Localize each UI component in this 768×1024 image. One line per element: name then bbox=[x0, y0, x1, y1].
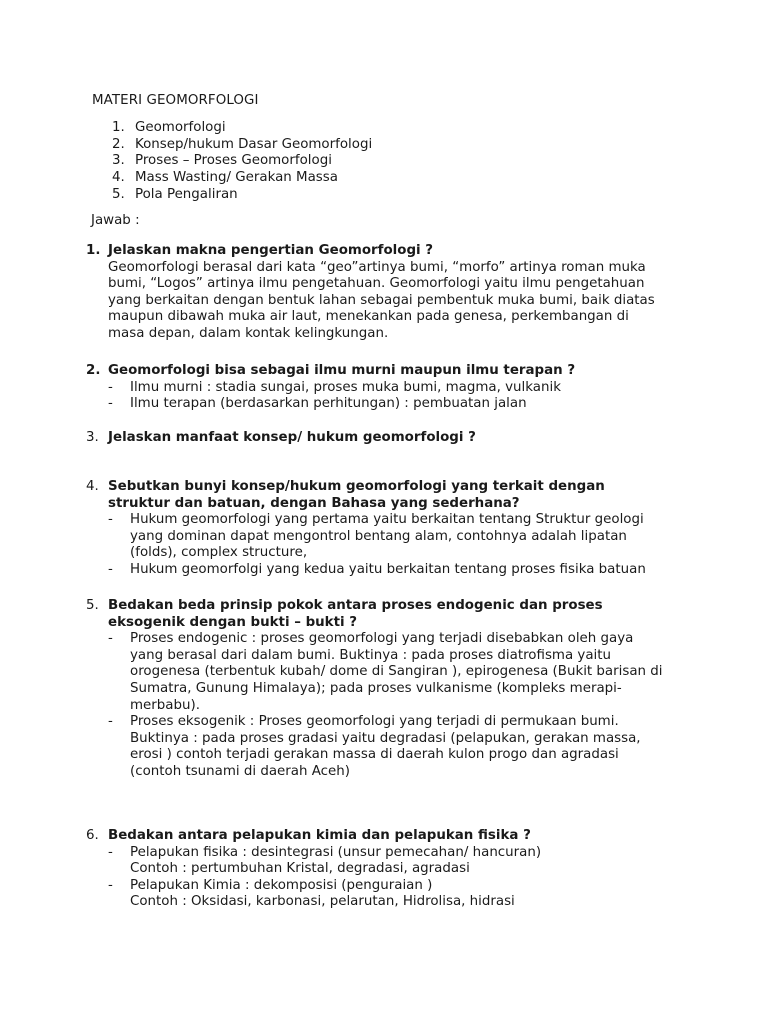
topic-number: 2. bbox=[112, 136, 125, 152]
bullet-text bbox=[130, 878, 686, 911]
answer-bullets bbox=[86, 380, 686, 413]
bullet-item bbox=[108, 631, 664, 714]
bullet-text: Proses eksogenik : Proses geomorfologi yang terjadi di permukaan bumi. Buktinya : pada proses gradasi yaitu degradasi (pelapukan, gerakan massa, erosi ) contoh terjadi gerakan massa di daerah kulon progo dan agradasi (contoh tsunami di daerah Aceh) bbox=[130, 714, 641, 779]
question-number: 5. bbox=[86, 598, 99, 613]
bullet-text: Ilmu murni : stadia sungai, proses muka bumi, magma, vulkanik bbox=[130, 379, 561, 395]
bullet-dash: - bbox=[108, 396, 113, 412]
bullet-item bbox=[108, 714, 664, 780]
question-heading bbox=[86, 430, 686, 447]
question-heading bbox=[86, 243, 686, 260]
topic-item bbox=[112, 187, 372, 204]
bullet-dash: - bbox=[108, 512, 113, 528]
jawab-label: Jawab : bbox=[91, 213, 140, 228]
bullet-text: Proses endogenic : proses geomorfologi yang terjadi disebabkan oleh gaya yang berasal dari dalam bumi. Buktinya : pada proses diatrofisma yaitu orogenesa (terbentuk kubah/ dome di Sangiran ), epirogenesa (Bukit barisan di Sumatra, Gunung Himalaya); pada proses vulkanisme (kompleks merapi-merbabu). bbox=[130, 631, 663, 713]
question-text: Jelaskan manfaat konsep/ hukum geomorfologi ? bbox=[108, 430, 476, 445]
bullet-item bbox=[108, 562, 664, 579]
question-text: Bedakan beda prinsip pokok antara proses endogenic dan proses eksogenik dengan bukti – bukti ? bbox=[108, 598, 603, 630]
bullet-line: Pelapukan fisika : desintegrasi (unsur pemecahan/ hancuran) bbox=[130, 844, 542, 860]
bullet-text: Ilmu terapan (berdasarkan perhitungan) : pembuatan jalan bbox=[130, 396, 527, 412]
bullet-item bbox=[108, 396, 686, 413]
answer-bullets bbox=[86, 512, 664, 578]
bullet-item bbox=[108, 845, 686, 878]
question-block-6 bbox=[86, 828, 686, 911]
bullet-dash: - bbox=[108, 379, 113, 395]
topic-number: 3. bbox=[112, 153, 125, 169]
question-heading bbox=[86, 598, 686, 631]
bullet-example-line: Contoh : pertumbuhan Kristal, degradasi, agradasi bbox=[130, 861, 470, 877]
question-text: Geomorfologi bisa sebagai ilmu murni maupun ilmu terapan ? bbox=[108, 363, 576, 378]
answer-bullets bbox=[86, 631, 664, 780]
question-block-2 bbox=[86, 363, 686, 413]
topic-label: Geomorfologi bbox=[135, 120, 226, 135]
question-number: 3. bbox=[86, 430, 99, 445]
bullet-line: Pelapukan Kimia : dekomposisi (penguraian ) bbox=[130, 877, 433, 893]
document-title: MATERI GEOMORFOLOGI bbox=[92, 93, 259, 108]
answer-bullets bbox=[86, 845, 686, 911]
bullet-text bbox=[130, 845, 686, 878]
topic-number: 1. bbox=[112, 120, 125, 135]
topic-label: Mass Wasting/ Gerakan Massa bbox=[135, 170, 338, 186]
topic-label: Konsep/hukum Dasar Geomorfologi bbox=[135, 136, 373, 152]
bullet-text: Hukum geomorfolgi yang kedua yaitu berkaitan tentang proses fisika batuan bbox=[130, 561, 646, 577]
topic-item bbox=[112, 170, 372, 187]
bullet-dash: - bbox=[108, 561, 113, 577]
question-heading bbox=[86, 479, 686, 512]
topic-item bbox=[112, 120, 372, 137]
topic-list bbox=[112, 120, 372, 203]
topic-item bbox=[112, 137, 372, 154]
bullet-text: Hukum geomorfologi yang pertama yaitu berkaitan tentang Struktur geologi yang dominan dapat mengontrol bentang alam, contohnya adalah lipatan (folds), complex structure, bbox=[130, 512, 644, 561]
question-block-1 bbox=[86, 243, 686, 343]
bullet-example-line: Contoh : Oksidasi, karbonasi, pelarutan, Hidrolisa, hidrasi bbox=[130, 894, 515, 910]
bullet-item bbox=[108, 380, 686, 397]
question-text: Jelaskan makna pengertian Geomorfologi ? bbox=[108, 243, 434, 258]
question-block-4 bbox=[86, 479, 686, 579]
answer-text: Geomorfologi berasal dari kata “geo”artinya bumi, “morfo” artinya roman muka bumi, “Logos” artinya ilmu pengetahuan. Geomorfologi yaitu ilmu pengetahuan yang berkaitan dengan bentuk lahan sebagai pembentuk muka bumi, baik diatas maupun dibawah muka air laut, menekankan pada genesa, perkembangan di masa depan, dalam kontak kelingkungan. bbox=[108, 259, 655, 341]
question-heading bbox=[86, 363, 686, 380]
bullet-dash: - bbox=[108, 714, 113, 730]
question-number: 6. bbox=[86, 828, 99, 843]
question-number: 1. bbox=[86, 243, 101, 258]
question-text: Sebutkan bunyi konsep/hukum geomorfologi yang terkait dengan struktur dan batuan, dengan Bahasa yang sederhana? bbox=[108, 479, 605, 511]
question-number: 2. bbox=[86, 363, 101, 378]
question-block-3 bbox=[86, 430, 686, 447]
bullet-dash: - bbox=[108, 877, 113, 893]
question-heading bbox=[86, 828, 686, 845]
bullet-item bbox=[108, 878, 686, 911]
topic-label: Proses – Proses Geomorfologi bbox=[135, 153, 332, 169]
question-text: Bedakan antara pelapukan kimia dan pelapukan fisika ? bbox=[108, 828, 531, 843]
topic-number: 5. bbox=[112, 186, 125, 202]
bullet-dash: - bbox=[108, 844, 113, 860]
bullet-dash: - bbox=[108, 631, 113, 647]
bullet-item bbox=[108, 512, 664, 562]
topic-number: 4. bbox=[112, 170, 125, 186]
question-block-5 bbox=[86, 598, 686, 781]
topic-item bbox=[112, 153, 372, 170]
topic-label: Pola Pengaliran bbox=[135, 186, 238, 202]
question-number: 4. bbox=[86, 479, 99, 494]
